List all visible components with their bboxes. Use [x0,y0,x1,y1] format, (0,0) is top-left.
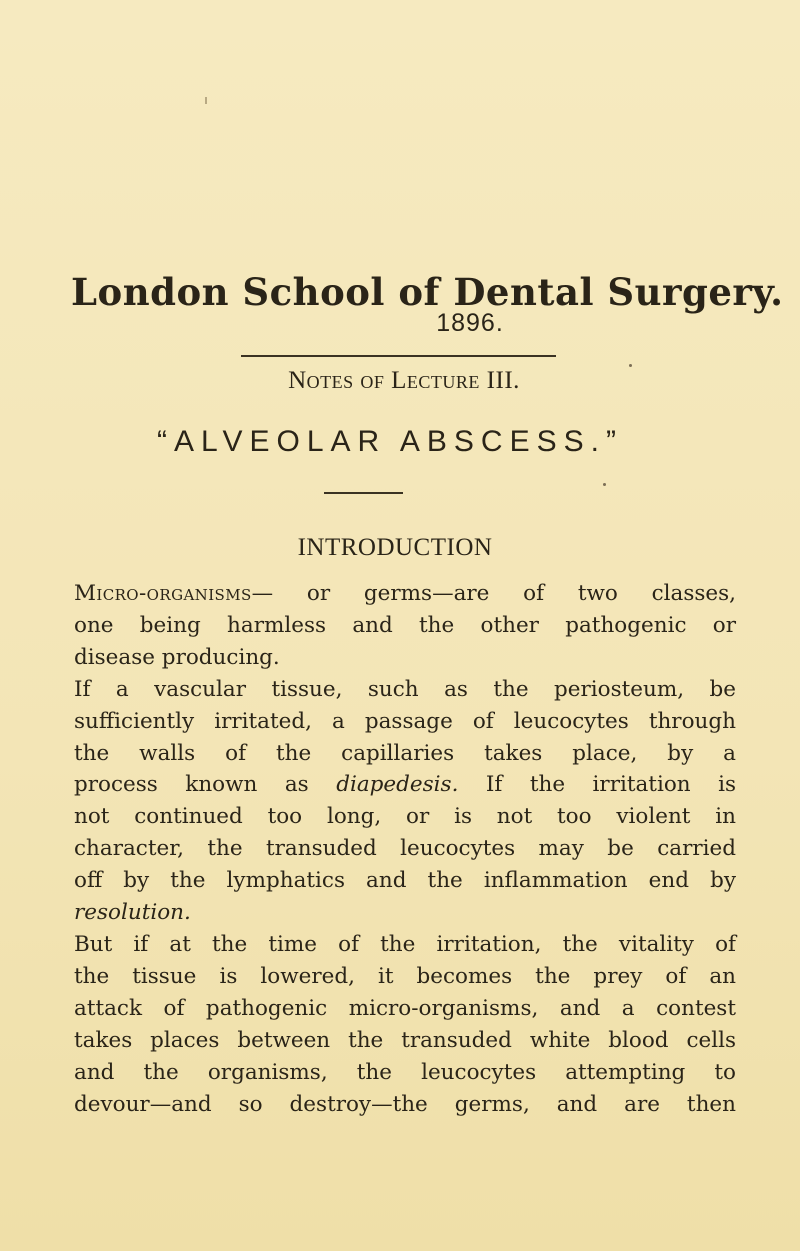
italic-term: diapedesis. [336,772,459,798]
line-text: process known as [74,772,337,798]
text-line: character, the transuded leucocytes may be carried [74,836,736,862]
line-text: If the irritation is [458,772,737,798]
paragraph [74,674,736,929]
print-mark [205,97,207,104]
print-dot [603,483,606,486]
text-line: devour—and so destroy—the germs, and are then [74,1091,736,1117]
text-line [74,897,736,929]
text-line: the tissue is lowered, it becomes the prey of an [74,963,736,989]
lead-term: Micro-organisms [74,581,252,606]
paragraph [74,929,736,1120]
text-line: off by the lymphatics and the inflammation end by [74,868,736,894]
text-line: If a vascular tissue, such as the periosteum, be [74,676,736,702]
section-heading: INTRODUCTION [297,534,493,561]
italic-term: resolution. [74,900,191,926]
lecture-title: “ALVEOLAR ABSCESS.” [157,425,623,458]
line-text: — or germs—are of two classes, [251,581,736,606]
text-line [74,769,736,801]
text-line: one being harmless and the other pathogenic or [74,612,736,638]
school-name-heading: London School of Dental Surgery. [71,270,784,314]
body-text [74,578,736,1120]
text-line: and the organisms, the leucocytes attempting to [74,1059,736,1085]
text-line: attack of pathogenic micro-organisms, and a contest [74,995,736,1021]
divider-rule [324,492,403,494]
text-line [74,578,736,610]
text-line: sufficiently irritated, a passage of leucocytes through [74,708,736,734]
text-line: the walls of the capillaries takes place, by a [74,740,736,766]
text-line: not continued too long, or is not too violent in [74,804,736,830]
year-heading: 1896. [436,309,504,337]
lecture-notes-text: Notes of Lecture III. [288,367,520,394]
text-line: But if at the time of the irritation, the vitality of [74,931,736,957]
paragraph [74,578,736,674]
divider-rule [241,355,556,357]
text-line: disease producing. [74,644,280,670]
text-line: takes places between the transuded white blood cells [74,1027,736,1053]
lecture-notes-heading [4,367,800,395]
